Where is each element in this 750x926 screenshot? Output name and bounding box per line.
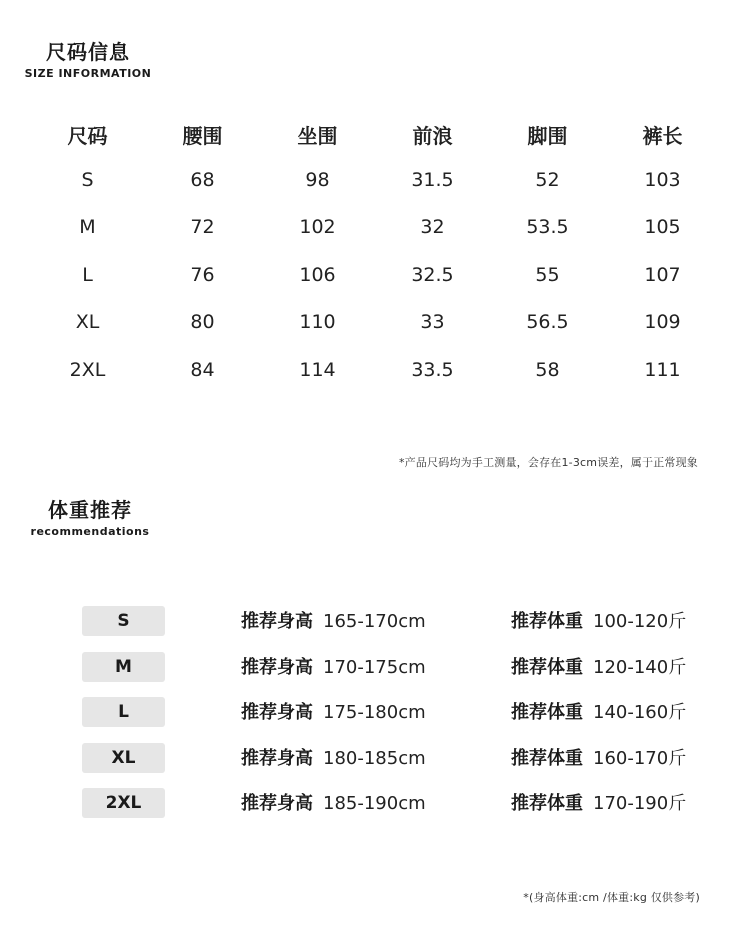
- size-badge: L: [82, 697, 165, 727]
- cell-length: 107: [644, 263, 681, 286]
- cell-hip: 102: [299, 216, 336, 239]
- list-item: [0, 650, 750, 696]
- table-row: [30, 156, 720, 204]
- cell-waist: 80: [190, 311, 215, 334]
- cell-waist: 68: [190, 168, 215, 191]
- table-row: [30, 299, 720, 347]
- recommendations-title-en: recommendations: [30, 525, 150, 538]
- cell-waist: 76: [190, 263, 215, 286]
- list-item: [0, 604, 750, 650]
- weight-label: 推荐体重: [511, 702, 583, 723]
- height-value: 185-190cm: [323, 793, 426, 814]
- cell-length: 109: [644, 311, 681, 334]
- weight-label: 推荐体重: [511, 656, 583, 678]
- cell-leg-opening: 52: [535, 168, 560, 191]
- cell-front-rise: 31.5: [411, 168, 454, 191]
- cell-size: XL: [75, 311, 100, 334]
- recommended-weight: [511, 701, 686, 725]
- recommended-height: [241, 747, 426, 771]
- header-waist: 腰围: [182, 123, 223, 148]
- list-item: [0, 695, 750, 741]
- cell-size: 2XL: [69, 358, 106, 381]
- weight-label: 推荐体重: [511, 747, 583, 769]
- recommendations-title: [0, 498, 180, 539]
- cell-hip: 98: [305, 168, 330, 191]
- cell-front-rise: 33.5: [411, 358, 454, 381]
- size-info-title: [0, 40, 178, 81]
- cell-front-rise: 32.5: [411, 263, 454, 286]
- recommended-weight: [511, 747, 686, 771]
- cell-front-rise: 33: [420, 311, 445, 334]
- weight-label: 推荐体重: [511, 793, 583, 814]
- height-label: 推荐身高: [241, 611, 313, 632]
- table-row: [30, 346, 720, 394]
- height-value: 180-185cm: [323, 747, 426, 769]
- size-badge: M: [82, 652, 165, 682]
- weight-value: 100-120斤: [593, 611, 687, 632]
- weight-label: 推荐体重: [511, 611, 583, 632]
- recommendations-table: [0, 604, 750, 832]
- height-label: 推荐身高: [241, 702, 313, 723]
- recommended-weight: [511, 656, 686, 680]
- height-label: 推荐身高: [241, 747, 313, 769]
- height-label: 推荐身高: [241, 656, 313, 678]
- cell-leg-opening: 56.5: [526, 311, 569, 334]
- cell-waist: 84: [190, 358, 215, 381]
- size-measurement-note: *产品尺码均为手工测量，会存在1-3cm误差，属于正常现象: [398, 456, 698, 469]
- recommendations-note: *(身高体重:cm /体重:kg 仅供参考): [523, 891, 700, 904]
- size-info-title-en: SIZE INFORMATION: [24, 67, 152, 80]
- cell-size: M: [79, 216, 96, 239]
- cell-size: S: [81, 168, 94, 191]
- table-row: [30, 251, 720, 299]
- size-badge: 2XL: [82, 788, 165, 818]
- cell-length: 105: [644, 216, 681, 239]
- header-leg-opening: 脚围: [527, 123, 568, 148]
- height-value: 165-170cm: [323, 611, 426, 632]
- header-hip: 坐围: [297, 123, 338, 148]
- weight-value: 140-160斤: [593, 702, 687, 723]
- cell-size: L: [82, 263, 93, 286]
- list-item: [0, 786, 750, 832]
- recommended-height: [241, 792, 426, 816]
- size-badge: S: [82, 606, 165, 636]
- cell-length: 103: [644, 168, 681, 191]
- cell-leg-opening: 58: [535, 358, 560, 381]
- height-label: 推荐身高: [241, 793, 313, 814]
- size-table-header: [30, 112, 720, 156]
- header-size: 尺码: [67, 123, 108, 148]
- cell-hip: 110: [299, 311, 336, 334]
- cell-waist: 72: [190, 216, 215, 239]
- size-table: [30, 112, 720, 394]
- cell-hip: 106: [299, 263, 336, 286]
- recommended-height: [241, 701, 426, 725]
- size-badge: XL: [82, 743, 165, 773]
- cell-front-rise: 32: [420, 216, 445, 239]
- weight-value: 120-140斤: [593, 656, 687, 678]
- weight-value: 170-190斤: [593, 793, 687, 814]
- list-item: [0, 741, 750, 787]
- weight-value: 160-170斤: [593, 747, 687, 769]
- recommended-height: [241, 656, 426, 680]
- header-length: 裤长: [642, 123, 683, 148]
- recommended-weight: [511, 610, 686, 634]
- recommendations-title-cn: 体重推荐: [48, 498, 132, 522]
- recommended-height: [241, 610, 426, 634]
- cell-leg-opening: 55: [535, 263, 560, 286]
- size-info-title-cn: 尺码信息: [46, 40, 130, 64]
- header-front-rise: 前浪: [412, 123, 453, 148]
- height-value: 170-175cm: [323, 656, 426, 678]
- table-row: [30, 204, 720, 252]
- cell-length: 111: [644, 358, 681, 381]
- height-value: 175-180cm: [323, 702, 426, 723]
- cell-leg-opening: 53.5: [526, 216, 569, 239]
- cell-hip: 114: [299, 358, 336, 381]
- recommended-weight: [511, 792, 686, 816]
